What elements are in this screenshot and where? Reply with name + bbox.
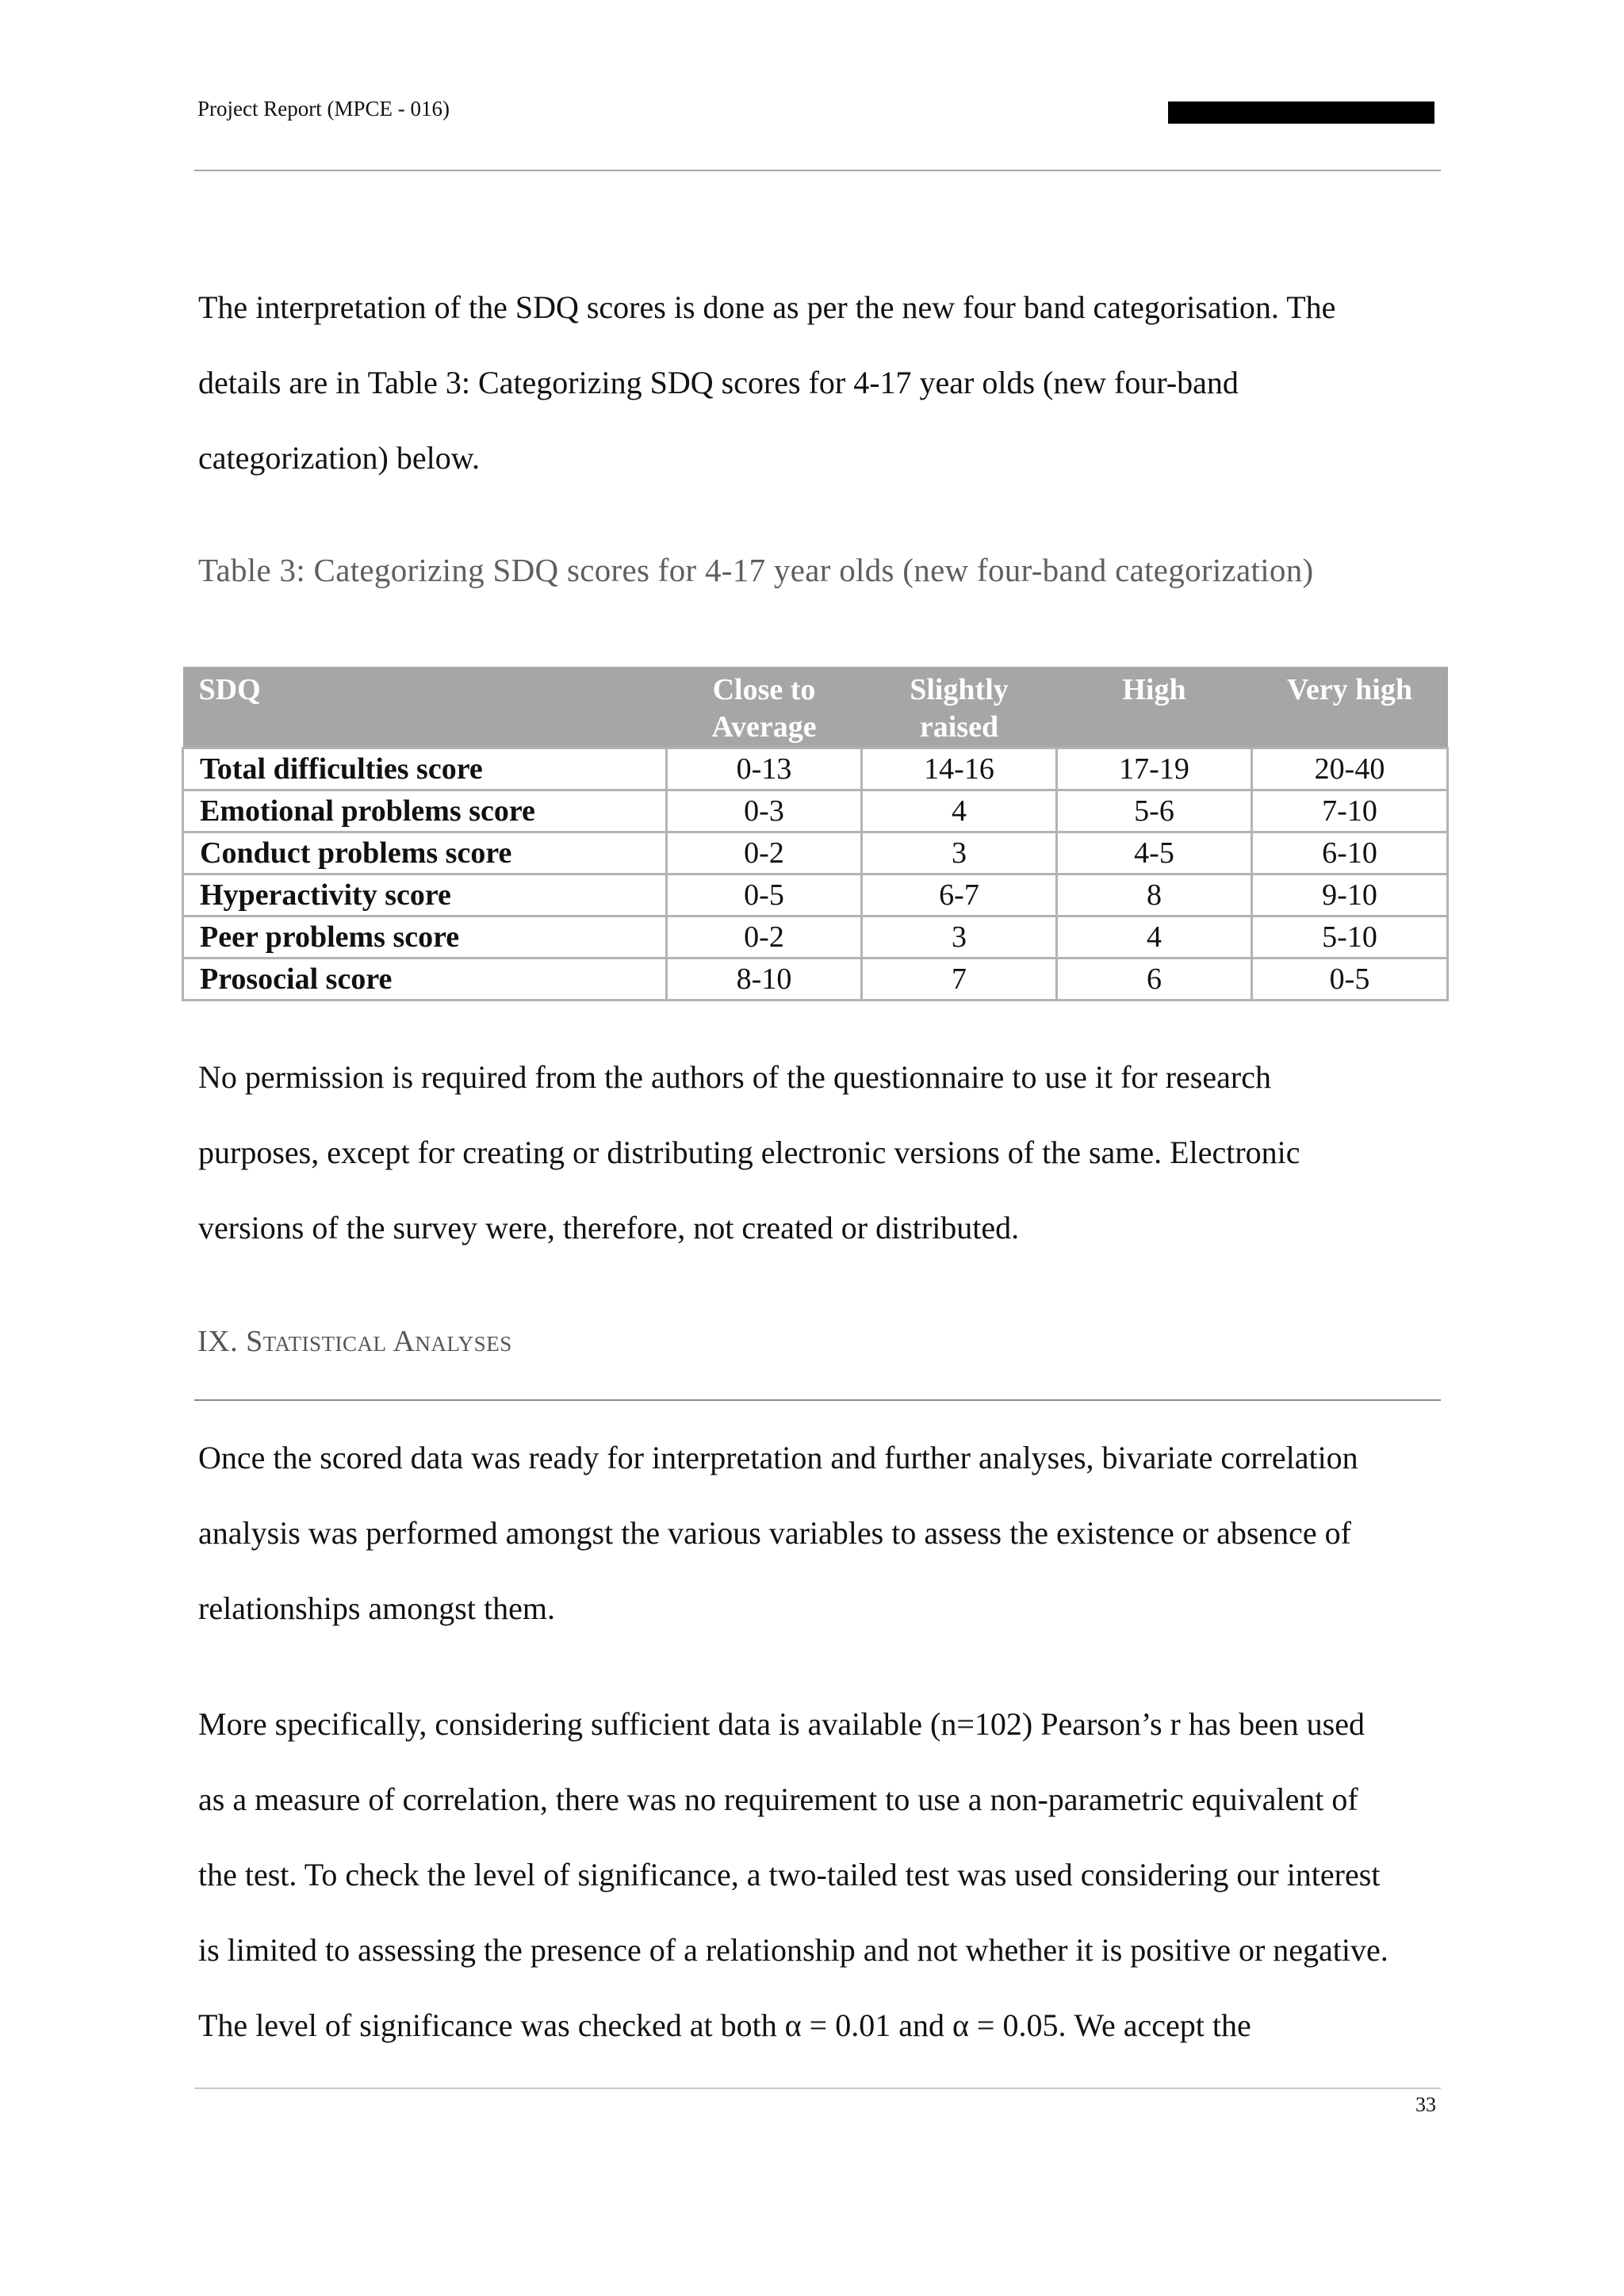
header-title: Project Report (MPCE - 016) <box>197 97 450 121</box>
table-cell: 0-5 <box>667 874 862 916</box>
row-label: Total difficulties score <box>183 748 667 790</box>
column-header-very-high <box>1252 667 1448 748</box>
header-line: Close to <box>712 673 816 706</box>
header-line: High <box>1122 673 1186 706</box>
row-label: Prosocial score <box>183 959 667 1001</box>
table-cell: 3 <box>862 832 1057 874</box>
table-cell: 9-10 <box>1252 874 1448 916</box>
redaction-bar <box>1168 101 1434 124</box>
header-divider <box>194 170 1441 171</box>
paragraph-line: relationships amongst them. <box>198 1590 555 1626</box>
sdq-table <box>182 667 1449 1001</box>
paragraph-line: categorization) below. <box>198 440 481 476</box>
table-cell: 7 <box>862 959 1057 1001</box>
header-line: Slightly <box>910 673 1009 706</box>
table-cell: 5-10 <box>1252 916 1448 959</box>
analysis-paragraph-2 <box>198 1686 1451 2063</box>
paragraph-line: the test. To check the level of significance, a two-tailed test was used considering our interest <box>198 1857 1381 1892</box>
column-header-sdq <box>183 667 667 748</box>
paragraph-line: is limited to assessing the presence of a relationship and not whether it is positive or negative. <box>198 1932 1388 1968</box>
table-cell: 4 <box>862 790 1057 832</box>
paragraph-line: The interpretation of the SDQ scores is done as per the new four band categorisation. The <box>198 289 1336 325</box>
row-label: Emotional problems score <box>183 790 667 832</box>
table-cell: 4 <box>1057 916 1252 959</box>
section-heading: IX. Statistical Analyses <box>197 1325 512 1358</box>
paragraph-line: No permission is required from the authors of the questionnaire to use it for research <box>198 1059 1271 1095</box>
intro-paragraph <box>198 270 1451 496</box>
table-cell: 7-10 <box>1252 790 1448 832</box>
column-header-close-to-average <box>667 667 862 748</box>
row-label: Conduct problems score <box>183 832 667 874</box>
table-row <box>183 832 1448 874</box>
table-row <box>183 790 1448 832</box>
table-cell: 0-3 <box>667 790 862 832</box>
table-cell: 17-19 <box>1057 748 1252 790</box>
table-row <box>183 959 1448 1001</box>
paragraph-line: analysis was performed amongst the various variables to assess the existence or absence of <box>198 1515 1351 1551</box>
table-cell: 6 <box>1057 959 1252 1001</box>
paragraph-line: details are in Table 3: Categorizing SDQ scores for 4-17 year olds (new four-band <box>198 365 1239 400</box>
section-divider <box>194 1399 1441 1401</box>
table-cell: 14-16 <box>862 748 1057 790</box>
row-label: Hyperactivity score <box>183 874 667 916</box>
table-cell: 3 <box>862 916 1057 959</box>
table-row <box>183 748 1448 790</box>
table-cell: 6-10 <box>1252 832 1448 874</box>
header-line: Very high <box>1286 673 1412 706</box>
column-header-high <box>1057 667 1252 748</box>
paragraph-line: versions of the survey were, therefore, not created or distributed. <box>198 1210 1020 1246</box>
table-cell: 0-5 <box>1252 959 1448 1001</box>
analysis-paragraph-1 <box>198 1420 1451 1646</box>
table-row <box>183 874 1448 916</box>
header-line: Average <box>711 710 817 744</box>
table-cell: 4-5 <box>1057 832 1252 874</box>
paragraph-line: Once the scored data was ready for interpretation and further analyses, bivariate correlation <box>198 1440 1358 1475</box>
table-header-row <box>183 667 1448 748</box>
page-number: 33 <box>1415 2093 1436 2116</box>
paragraph-line: as a measure of correlation, there was no requirement to use a non-parametric equivalent of <box>198 1781 1358 1817</box>
table-cell: 0-2 <box>667 832 862 874</box>
permission-paragraph <box>198 1039 1451 1265</box>
column-header-slightly-raised <box>862 667 1057 748</box>
header-line: raised <box>919 710 999 744</box>
table-cell: 0-13 <box>667 748 862 790</box>
table-cell: 8-10 <box>667 959 862 1001</box>
row-label: Peer problems score <box>183 916 667 959</box>
table-caption: Table 3: Categorizing SDQ scores for 4-17 year olds (new four-band categorization) <box>198 552 1314 588</box>
paragraph-line: More specifically, considering sufficient data is available (n=102) Pearson’s r has been used <box>198 1706 1365 1742</box>
paragraph-line: The level of significance was checked at both α = 0.01 and α = 0.05. We accept the <box>198 2007 1251 2043</box>
table-cell: 8 <box>1057 874 1252 916</box>
paragraph-line: purposes, except for creating or distributing electronic versions of the same. Electronic <box>198 1135 1300 1170</box>
table-cell: 6-7 <box>862 874 1057 916</box>
table-cell: 5-6 <box>1057 790 1252 832</box>
header-line: SDQ <box>198 673 261 706</box>
footer-divider <box>194 2087 1441 2089</box>
table-cell: 20-40 <box>1252 748 1448 790</box>
table-row <box>183 916 1448 959</box>
table-cell: 0-2 <box>667 916 862 959</box>
